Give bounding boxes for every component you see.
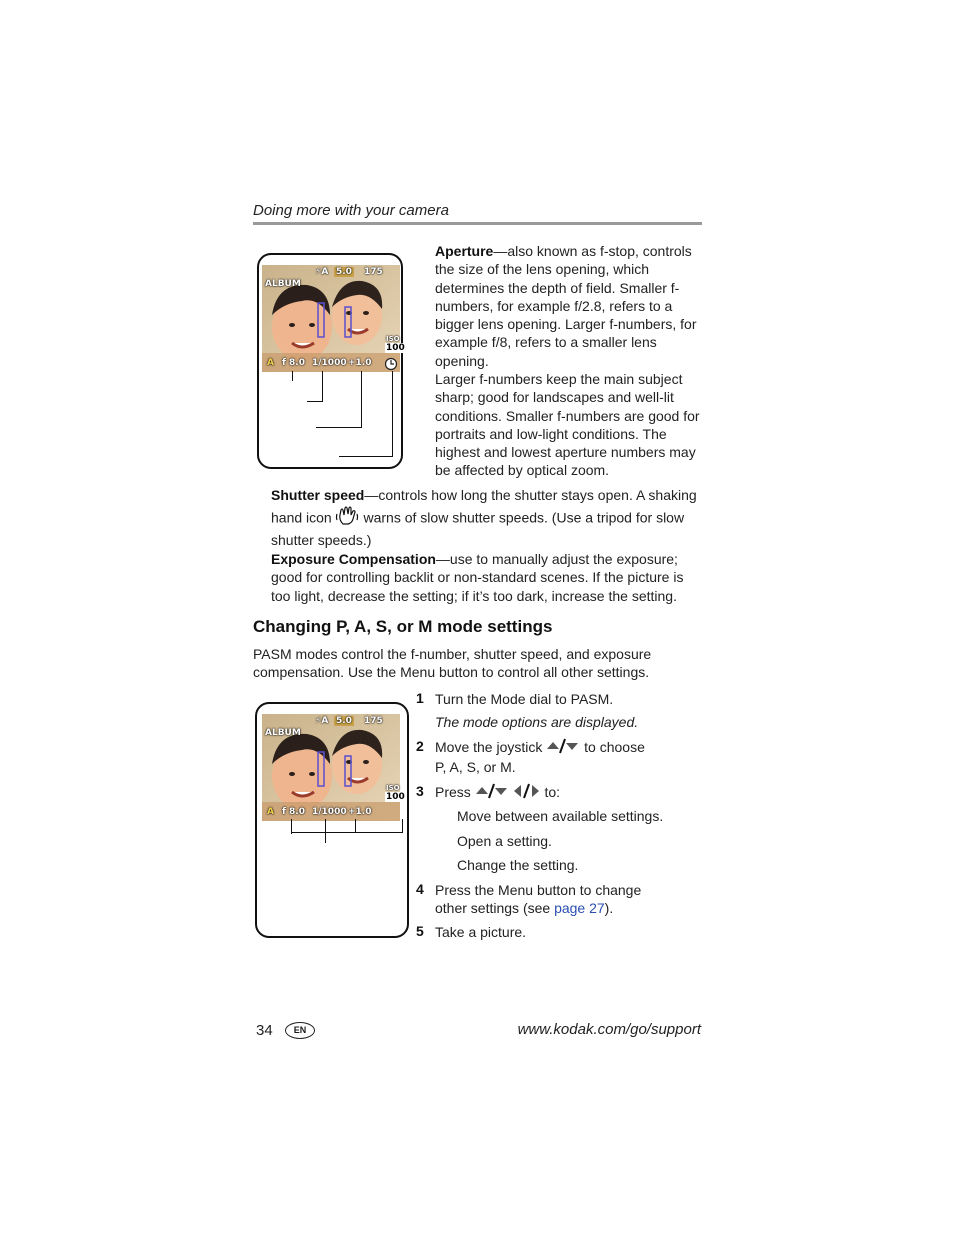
step-number: 2	[416, 738, 424, 754]
iso-label: ISO	[386, 335, 400, 343]
step-sub-item: Change the setting.	[457, 857, 579, 873]
shaking-hand-icon	[336, 506, 360, 532]
language-badge: EN	[285, 1022, 315, 1039]
callout-line	[307, 401, 323, 402]
joystick-up-down-icon	[475, 783, 509, 803]
album-label: ALBUM	[265, 728, 301, 738]
lcd-preview-photo	[262, 265, 405, 372]
mode-indicator: A	[267, 807, 274, 817]
callout-line	[339, 456, 393, 457]
callout-line	[292, 371, 293, 381]
iso-value: 100	[386, 792, 405, 802]
flash-auto-indicator: ⚡A	[315, 267, 329, 277]
album-label: ALBUM	[265, 279, 301, 289]
flash-auto-indicator: ⚡A	[315, 716, 329, 726]
step-text: Turn the Mode dial to PASM.	[435, 691, 614, 707]
iso-value: 100	[386, 343, 405, 353]
iso-label: ISO	[386, 784, 400, 792]
step-text-b: ).	[604, 900, 614, 917]
f-number-readout: f 8.0	[282, 807, 305, 817]
megapixel-indicator: 5.0	[336, 267, 352, 277]
megapixel-indicator: 5.0	[336, 716, 352, 726]
callout-line	[322, 371, 323, 401]
lcd-screen-illustration-1	[257, 253, 403, 469]
step-number: 5	[416, 923, 424, 939]
shutter-speed-readout: 1/1000	[312, 807, 347, 817]
shutter-paragraph	[271, 486, 703, 551]
timer-icon	[384, 357, 398, 371]
aperture-description: —also known as f-stop, controls the size of the lens opening, which determines the depth of field. Smaller f-numbers, for example f/2.8, refers to a bigger lens opening. Larger f-numbers, for example f/8, refers to a smaller lens opening.	[435, 243, 697, 369]
aperture-term: Aperture	[435, 243, 494, 259]
exposure-term: Exposure Compensation	[271, 551, 436, 567]
header-rule	[253, 222, 702, 225]
step-text	[435, 783, 560, 803]
page-number: 34	[256, 1022, 273, 1039]
step-sub-item: Open a setting.	[457, 833, 552, 849]
step-number: 3	[416, 783, 424, 799]
lcd-screen-illustration-2	[255, 702, 409, 938]
step-text-a: Press the Menu button to change other settings (see	[435, 882, 642, 917]
joystick-up-down-icon	[546, 738, 580, 758]
shutter-speed-readout: 1/1000	[312, 358, 347, 368]
step-text-b: to choose	[584, 739, 645, 755]
step-number: 1	[416, 690, 424, 706]
step-text-a: Press	[435, 784, 471, 800]
shutter-term: Shutter speed	[271, 487, 365, 503]
section-title: Changing P, A, S, or M mode settings	[253, 617, 553, 636]
step-text-a: Move the joystick	[435, 739, 543, 755]
shutter-description-a: —controls how long the shutter stays open. A shaking hand icon	[271, 487, 697, 525]
picture-count: 175	[364, 267, 383, 277]
step-text	[435, 738, 685, 777]
step-number: 4	[416, 881, 424, 897]
aperture-paragraph-2: Larger f-numbers keep the main subject sharp; good for landscapes and well-lit conditions. Smaller f-numbers are good for portraits and low-light conditions. The highest and lowest aperture numbers may be affected by optical zoom.	[435, 371, 700, 479]
step-note: The mode options are displayed.	[435, 714, 639, 730]
page-27-link[interactable]: page 27	[554, 900, 605, 917]
callout-line	[392, 371, 393, 456]
running-header: Doing more with your camera	[253, 202, 449, 219]
exposure-readout: +1.0	[348, 807, 372, 817]
step-text: Take a picture.	[435, 924, 527, 940]
step-text-b: to:	[544, 784, 561, 800]
exposure-readout: +1.0	[348, 358, 372, 368]
exposure-description: —use to manually adjust the exposure; good for controlling backlit or non-standard scenes. If the picture is too light, decrease the setting; if it’s too dark, increase the setting.	[271, 551, 684, 604]
joystick-left-right-icon	[513, 783, 541, 803]
mode-indicator: A	[267, 358, 274, 368]
step-text	[435, 881, 673, 918]
section-intro: PASM modes control the f-number, shutter speed, and exposure compensation. Use the Menu button to control all other settings.	[253, 646, 652, 681]
support-url[interactable]: www.kodak.com/go/support	[517, 1021, 701, 1038]
callout-line	[402, 819, 403, 833]
callout-line	[291, 832, 403, 833]
step-text-c: P, A, S, or M.	[435, 759, 516, 776]
callout-line	[361, 371, 362, 427]
shutter-description-b: warns of slow shutter speeds. (Use a tripod for slow shutter speeds.)	[271, 508, 685, 548]
step-sub-item: Move between available settings.	[457, 808, 664, 824]
exposure-paragraph	[271, 550, 703, 605]
callout-line	[325, 819, 326, 843]
callout-line	[355, 819, 356, 833]
f-number-readout: f 8.0	[282, 358, 305, 368]
callout-line	[316, 427, 362, 428]
picture-count: 175	[364, 716, 383, 726]
lcd-preview-photo	[262, 714, 405, 821]
aperture-paragraph	[435, 242, 703, 370]
